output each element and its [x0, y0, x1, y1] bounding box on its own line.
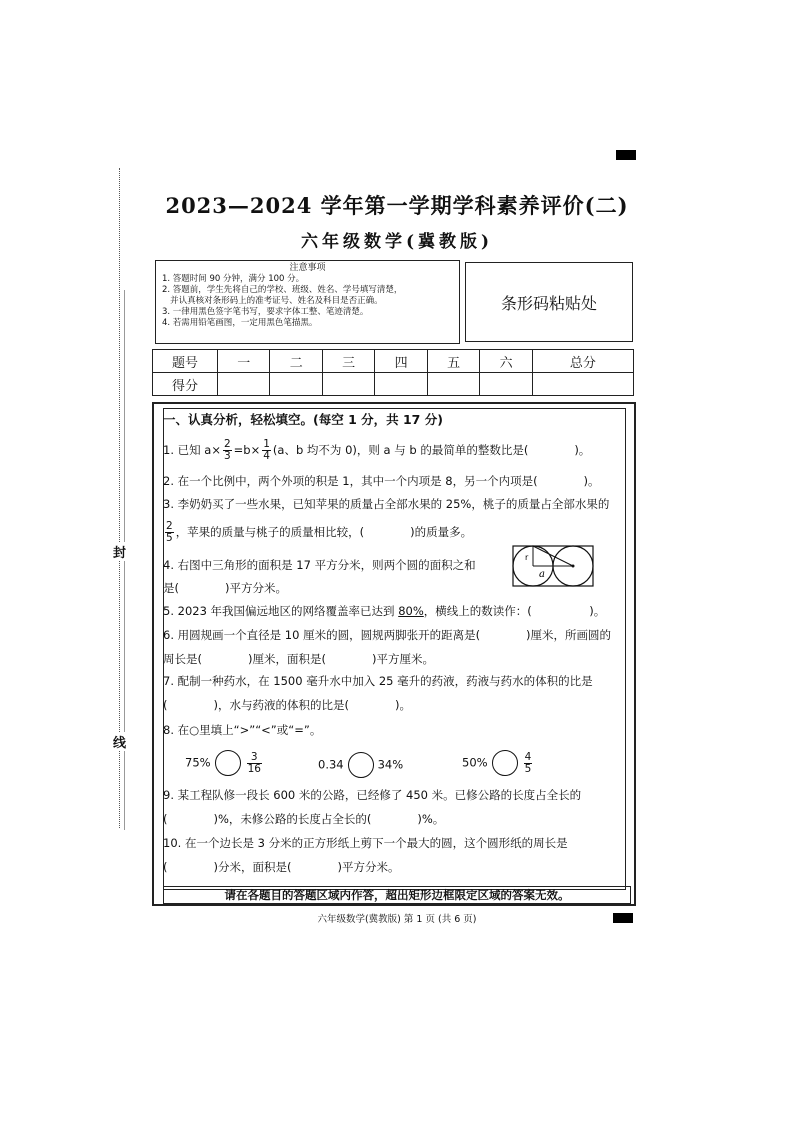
question-4-line-2: 是( )平方分米。	[163, 581, 287, 595]
answer-area-warning: 请在各题目的答题区域内作答，超出矩形边框限定区域的答案无效。	[163, 886, 631, 904]
score-input-cell[interactable]	[532, 373, 633, 396]
question-10-line-1: 10. 在一个边长是 3 分米的正方形纸上剪下一个最大的圆，这个圆形纸的周长是	[163, 836, 568, 850]
score-cell: 一	[218, 350, 270, 373]
question-9-line-2: ( )%，未修公路的长度占全长的( )%。	[163, 812, 445, 826]
barcode-label: 条形码粘贴处	[500, 293, 597, 313]
question-2: 2. 在一个比例中，两个外项的积是 1，其中一个内项是 8，另一个内项是( )。	[163, 474, 600, 488]
question-1: 1. 已知 a× $\frac{2}{3}$ =b× $\frac{1}{4}$ (a、b 均不为 0)，则 a 与 b 的最简单的整数比是( )。	[163, 438, 591, 462]
score-table-header-row	[153, 350, 634, 373]
binding-dotted-line	[119, 168, 120, 828]
compare-item-2: 0.34 34%	[318, 752, 403, 778]
score-input-cell[interactable]	[218, 373, 270, 396]
score-input-cell[interactable]	[322, 373, 374, 396]
line-label: 线	[113, 732, 126, 751]
question-3-line-1: 3. 李奶奶买了一些水果，已知苹果的质量占全部水果的 25%，桃子的质量占全部水果的	[163, 497, 610, 511]
score-cell: 四	[375, 350, 427, 373]
notice-item: 4. 若需用铅笔画图，一定用黑色笔描黑。	[162, 318, 318, 328]
compare-circle[interactable]	[492, 750, 518, 776]
question-10-line-2: ( )分米，面积是( )平方分米。	[163, 860, 400, 874]
two-circles-figure	[512, 545, 594, 587]
question-8: 8. 在○里填上“>”“<”或“=”。	[163, 723, 322, 737]
compare-item-1: 75% $\frac{3}{16}$	[185, 750, 261, 775]
notice-title: 注意事项	[289, 263, 326, 273]
notice-item: 1. 答题时间 90 分钟，满分 100 分。	[162, 274, 305, 284]
score-input-cell[interactable]	[270, 373, 322, 396]
score-table	[152, 349, 634, 396]
score-input-cell[interactable]	[427, 373, 479, 396]
exam-title: 2023—2024 学年第一学期学科素养评价(二)	[165, 193, 629, 218]
score-table-score-row	[153, 373, 634, 396]
question-3-line-2: $\frac{2}{5}$ ，苹果的质量与桃子的质量相比较，( )的质量多。	[166, 520, 473, 544]
score-cell: 六	[480, 350, 532, 373]
fraction: $\frac{1}{4}$	[263, 438, 270, 462]
question-6-line-2: 周长是( )厘米，面积是( )平方厘米。	[163, 652, 434, 666]
exam-subtitle: 六年级数学(冀教版)	[300, 232, 494, 252]
score-input-cell[interactable]	[480, 373, 532, 396]
seal-label: 封	[113, 542, 126, 561]
alignment-mark-top	[616, 150, 636, 160]
question-7-line-2: ( )，水与药液的体积的比是( )。	[163, 698, 411, 712]
score-cell: 二	[270, 350, 322, 373]
question-5: 5. 2023 年我国偏远地区的网络覆盖率已达到 80%，横线上的数读作：( )。	[163, 604, 606, 618]
notice-box	[155, 260, 460, 344]
fraction: $\frac{2}{5}$	[166, 520, 173, 544]
score-cell: 总分	[532, 350, 633, 373]
svg-text:r: r	[525, 553, 529, 562]
fraction: $\frac{4}{5}$	[524, 750, 532, 775]
score-cell: 三	[322, 350, 374, 373]
fraction: $\frac{3}{16}$	[247, 750, 261, 775]
notice-item: 并认真核对条形码上的准考证号、姓名及科目是否正确。	[162, 296, 383, 306]
score-cell: 五	[427, 350, 479, 373]
question-4-line-1: 4. 右图中三角形的面积是 17 平方分米，则两个圆的面积之和	[163, 558, 476, 572]
compare-circle[interactable]	[215, 750, 241, 776]
barcode-area	[465, 262, 633, 342]
svg-text:a: a	[539, 569, 545, 580]
compare-item-3: 50% $\frac{4}{5}$	[462, 750, 532, 775]
question-7-line-1: 7. 配制一种药水，在 1500 毫升水中加入 25 毫升的药液，药液与药水的体积的比是	[163, 674, 593, 688]
fraction: $\frac{2}{3}$	[223, 438, 231, 462]
score-row-label: 得分	[153, 373, 218, 396]
question-6-line-1: 6. 用圆规画一个直径是 10 厘米的圆，圆规两脚张开的距离是( )厘米，所画圆的	[163, 628, 612, 642]
question-9-line-1: 9. 某工程队修一段长 600 米的公路，已经修了 450 米。已修公路的长度占全长的	[163, 788, 582, 802]
section-heading: 一、认真分析，轻松填空。(每空 1 分，共 17 分)	[163, 412, 443, 427]
notice-item: 2. 答题前，学生先将自己的学校、班级、姓名、学号填写清楚，	[162, 285, 403, 295]
score-cell: 题号	[153, 350, 218, 373]
compare-circle[interactable]	[348, 752, 374, 778]
score-input-cell[interactable]	[375, 373, 427, 396]
notice-item: 3. 一律用黑色签字笔书写，要求字体工整、笔迹清楚。	[162, 307, 369, 317]
page-number: 六年级数学(冀教版) 第 1 页 (共 6 页)	[317, 914, 477, 925]
